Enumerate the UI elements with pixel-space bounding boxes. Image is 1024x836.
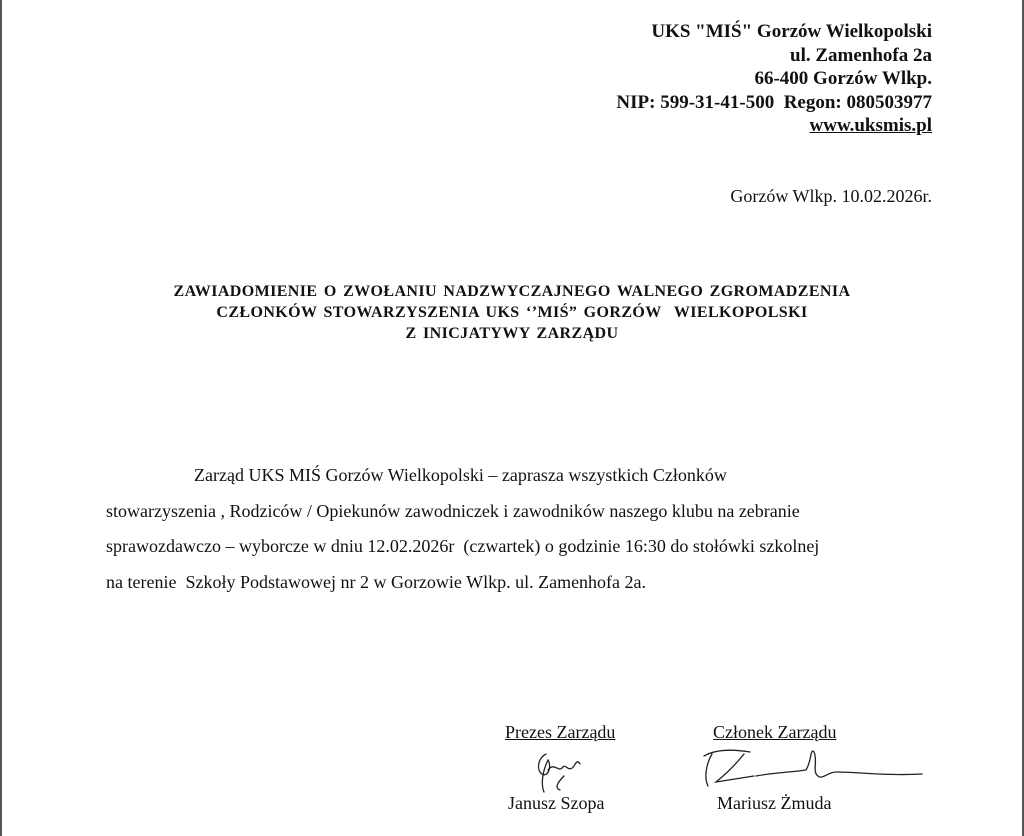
body-line-3: sprawozdawczo – wyborcze w dniu 12.02.2026r (czwartek) o godzinie 16:30 do stołówki szkolnej <box>106 536 820 556</box>
notice-body <box>106 458 926 600</box>
org-name: UKS "MIŚ" Gorzów Wielkopolski <box>651 21 932 42</box>
org-city: 66-400 Gorzów Wlkp. <box>754 68 932 89</box>
website-link[interactable]: www.uksmis.pl <box>809 115 932 136</box>
body-line-2: stowarzyszenia , Rodziców / Opiekunów zawodniczek i zawodników naszego klubu na zebranie <box>106 500 800 521</box>
president-signature <box>518 748 598 798</box>
page-left-border <box>0 0 2 836</box>
letterhead <box>616 20 932 138</box>
title-line-2: CZŁONKÓW STOWARZYSZENIA UKS ‘’MIŚ” GORZÓW WIELKOPOLSKI <box>216 304 808 321</box>
body-line-1: Zarząd UKS MIŚ Gorzów Wielkopolski – zaprasza wszystkich Członków <box>194 465 727 485</box>
org-street: ul. Zamenhofa 2a <box>790 44 932 66</box>
org-ids: NIP: 599-31-41-500 Regon: 080503977 <box>616 91 932 113</box>
member-name: Mariusz Żmuda <box>717 793 832 813</box>
president-name: Janusz Szopa <box>508 793 605 813</box>
president-role: Prezes Zarządu <box>505 722 616 742</box>
title-line-1: ZAWIADOMIENIE O ZWOŁANIU NADZWYCZAJNEGO WALNEGO ZGROMADZENIA <box>173 283 851 300</box>
body-line-4: na terenie Szkoły Podstawowej nr 2 w Gorzowie Wlkp. ul. Zamenhofa 2a. <box>106 571 647 592</box>
member-role: Członek Zarządu <box>713 722 837 742</box>
letter-date: Gorzów Wlkp. 10.02.2026r. <box>730 186 932 206</box>
title-line-3: Z INICJATYWY ZARZĄDU <box>405 325 619 342</box>
member-signature <box>698 742 928 792</box>
document-title <box>0 281 1024 344</box>
